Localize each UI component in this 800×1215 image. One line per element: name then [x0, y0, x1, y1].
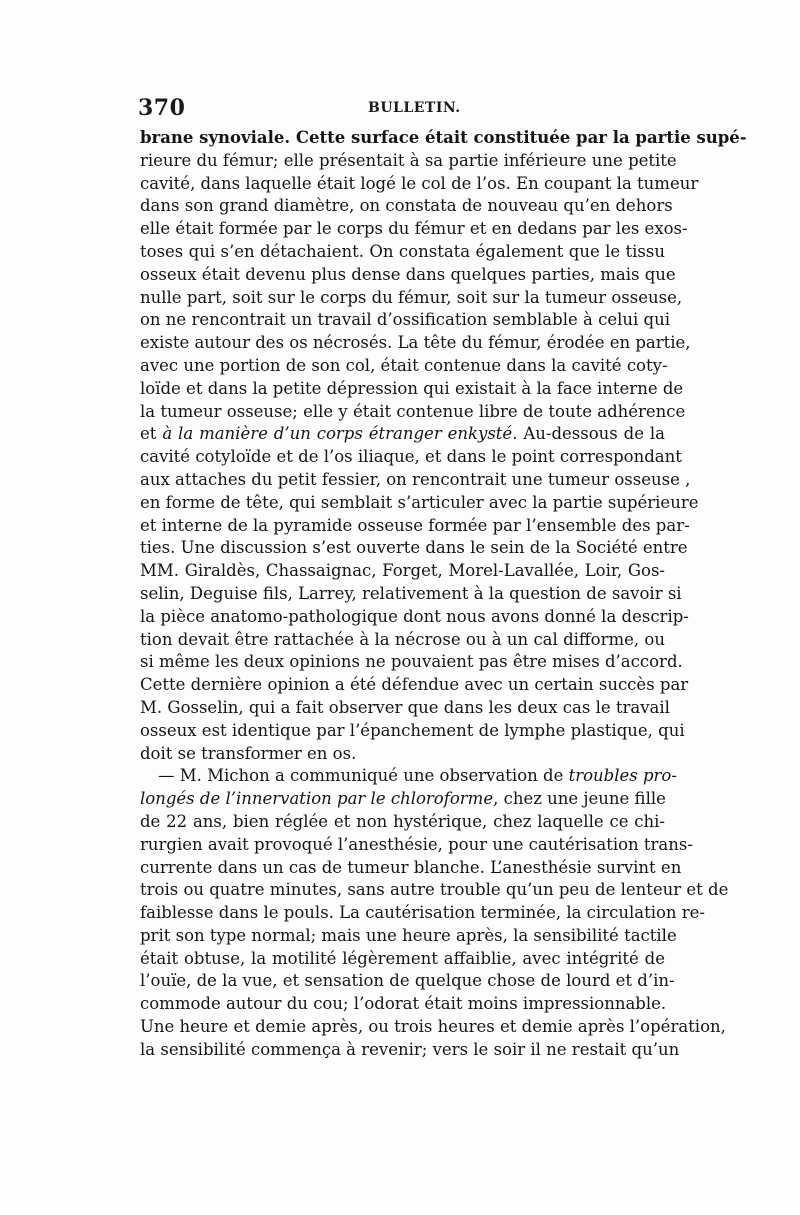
- text-line: tion devait être rattachée à la nécrose ou à un cal difforme, ou: [140, 629, 665, 649]
- text-line: elle était formée par le corps du fémur et en dedans par les exos-: [140, 219, 688, 239]
- text-line: Cette dernière opinion a été défendue avec un certain succès par: [140, 675, 689, 695]
- body-text: [140, 127, 747, 1062]
- text-line: selin, Deguise fils, Larrey, relativement à la question de savoir si: [140, 583, 682, 603]
- text-line: la pièce anatomo-pathologique dont nous avons donné la descrip-: [140, 606, 689, 626]
- text-line: rurgien avait provoqué l’anesthésie, pour une cautérisation trans-: [140, 834, 693, 854]
- text-line: si même les deux opinions ne pouvaient pas être mises d’accord.: [140, 652, 683, 672]
- text-line: était obtuse, la motilité légèrement affaiblie, avec intégrité de: [140, 948, 665, 968]
- text-line: toses qui s’en détachaient. On constata également que le tissu: [140, 241, 665, 261]
- text-line: cavité cotyloïde et de l’os iliaque, et dans le point correspondant: [140, 447, 682, 467]
- text-line: doit se transformer en os.: [140, 743, 357, 763]
- text-line: avec une portion de son col, était contenue dans la cavité coty-: [140, 355, 668, 375]
- text-line: aux attaches du petit fessier, on rencontrait une tumeur osseuse ,: [140, 469, 691, 489]
- text-line: dans son grand diamètre, on constata de nouveau qu’en dehors: [140, 196, 673, 216]
- text-line: nulle part, soit sur le corps du fémur, soit sur la tumeur osseuse,: [140, 287, 683, 307]
- text-line: MM. Giraldès, Chassaignac, Forget, Morel-Lavallée, Loir, Gos-: [140, 561, 665, 581]
- text-line: faiblesse dans le pouls. La cautérisation terminée, la circulation re-: [140, 903, 706, 923]
- text-segment: — M. Michon a communiqué une observation de: [158, 766, 569, 786]
- text-line: la tumeur osseuse; elle y était contenue libre de toute adhérence: [140, 401, 686, 421]
- text-line: [140, 423, 665, 446]
- text-line: prit son type normal; mais une heure après, la sensibilité tactile: [140, 925, 677, 945]
- text-line: commode autour du cou; l’odorat était moins impressionnable.: [140, 994, 667, 1014]
- text-line: existe autour des os nécrosés. La tête du fémur, érodée en partie,: [140, 333, 691, 353]
- text-line: on ne rencontrait un travail d’ossification semblable à celui qui: [140, 310, 670, 330]
- text-line: trois ou quatre minutes, sans autre trouble qu’un peu de lenteur et de: [140, 880, 729, 900]
- italic-phrase: troubles pro-: [568, 766, 677, 786]
- text-line: et interne de la pyramide osseuse formée par l’ensemble des par-: [140, 515, 690, 535]
- text-line: rieure du fémur; elle présentait à sa partie inférieure une petite: [140, 150, 677, 170]
- running-head: BULLETIN.: [368, 100, 461, 116]
- text-segment: , chez une jeune fille: [493, 789, 666, 809]
- text-line: osseux est identique par l’épanchement de lymphe plastique, qui: [140, 720, 685, 740]
- text-line: en forme de tête, qui semblait s’articuler avec la partie supérieure: [140, 492, 699, 512]
- text-line: cavité, dans laquelle était logé le col de l’os. En coupant la tumeur: [140, 173, 699, 193]
- text-line: de 22 ans, bien réglée et non hystérique, chez laquelle ce chi-: [140, 811, 665, 831]
- text-line: osseux était devenu plus dense dans quelques parties, mais que: [140, 264, 676, 284]
- text-line: brane synoviale. Cette surface était constituée par la partie supé-: [140, 128, 747, 147]
- text-segment: . Au-dessous de la: [512, 424, 665, 444]
- text-line: [140, 788, 665, 811]
- text-segment: et: [140, 424, 163, 444]
- text-line: loïde et dans la petite dépression qui existait à la face interne de: [140, 378, 684, 398]
- text-line: M. Gosselin, qui a fait observer que dans les deux cas le travail: [140, 697, 670, 717]
- text-line: [140, 765, 677, 788]
- text-line: l’ouïe, de la vue, et sensation de quelque chose de lourd et d’in-: [140, 971, 675, 991]
- page-number: 370: [138, 95, 186, 121]
- italic-phrase: à la manière d’un corps étranger enkysté: [162, 424, 513, 444]
- text-line: ties. Une discussion s’est ouverte dans le sein de la Société entre: [140, 538, 688, 558]
- text-line: Une heure et demie après, ou trois heures et demie après l’opération,: [140, 1017, 726, 1037]
- italic-phrase: longés de l’innervation par le chloroforme: [140, 789, 494, 809]
- text-line: currente dans un cas de tumeur blanche. L’anesthésie survint en: [140, 857, 682, 877]
- text-line: la sensibilité commença à revenir; vers le soir il ne restait qu’un: [140, 1039, 680, 1059]
- page-header: [138, 95, 670, 125]
